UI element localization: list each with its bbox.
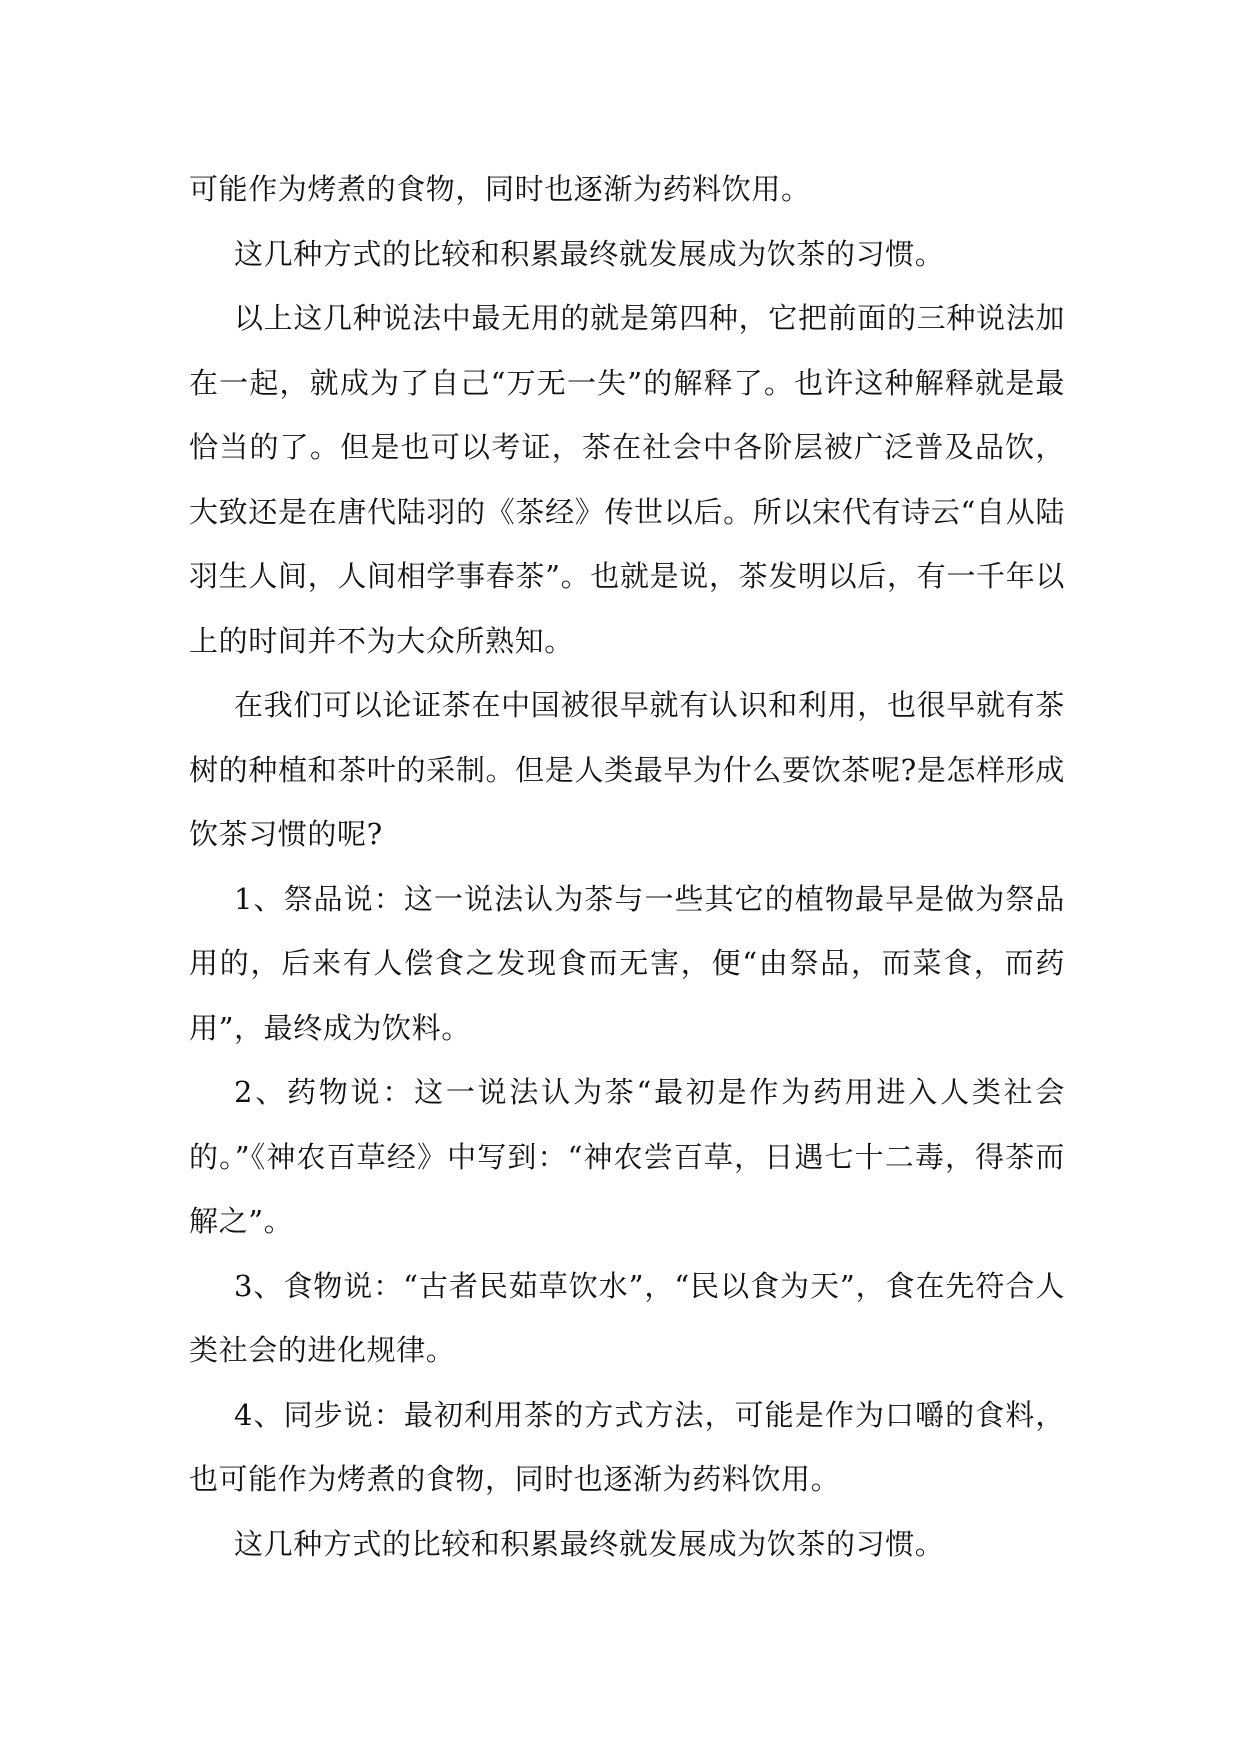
paragraph: 在我们可以论证茶在中国被很早就有认识和利用，也很早就有茶树的种植和茶叶的采制。但是人类最早为什么要饮茶呢?是怎样形成饮茶习惯的呢?: [189, 688, 1065, 851]
document-body: [189, 157, 1065, 1576]
paragraph-continuation: 可能作为烤煮的食物，同时也逐渐为药料饮用。: [189, 172, 811, 206]
list-item-sacrifice-theory: 1、祭品说：这一说法认为茶与一些其它的植物最早是做为祭品用的，后来有人偿食之发现食而无害，便“由祭品，而菜食，而药用”，最终成为饮料。: [189, 881, 1065, 1045]
list-item-medicine-theory: 2、药物说：这一说法认为茶“最初是作为药用进入人类社会的。”《神农百草经》中写到：“神农尝百草，日遇七十二毒，得茶而解之”。: [189, 1075, 1065, 1238]
list-item-food-theory: 3、食物说：“古者民茹草饮水”，“民以食为天”，食在先符合人类社会的进化规律。: [189, 1268, 1065, 1367]
list-item-synchronous-theory: 4、同步说：最初利用茶的方式方法，可能是作为口嚼的食料，也可能作为烤煮的食物，同时也逐渐为药料饮用。: [189, 1397, 1065, 1496]
paragraph: 这几种方式的比较和积累最终就发展成为饮茶的习惯。: [234, 1526, 945, 1561]
paragraph: 这几种方式的比较和积累最终就发展成为饮茶的习惯。: [234, 236, 945, 271]
paragraph: 以上这几种说法中最无用的就是第四种，它把前面的三种说法加在一起，就成为了自己“万无一失”的解释了。也许这种解释就是最恰当的了。但是也可以考证，茶在社会中各阶层被广泛普及品饮，大致还是在唐代陆羽的《茶经》传世以后。所以宋代有诗云“自从陆羽生人间，人间相学事春茶”。也就是说，茶发明以后，有一千年以上的时间并不为大众所熟知。: [189, 301, 1065, 658]
